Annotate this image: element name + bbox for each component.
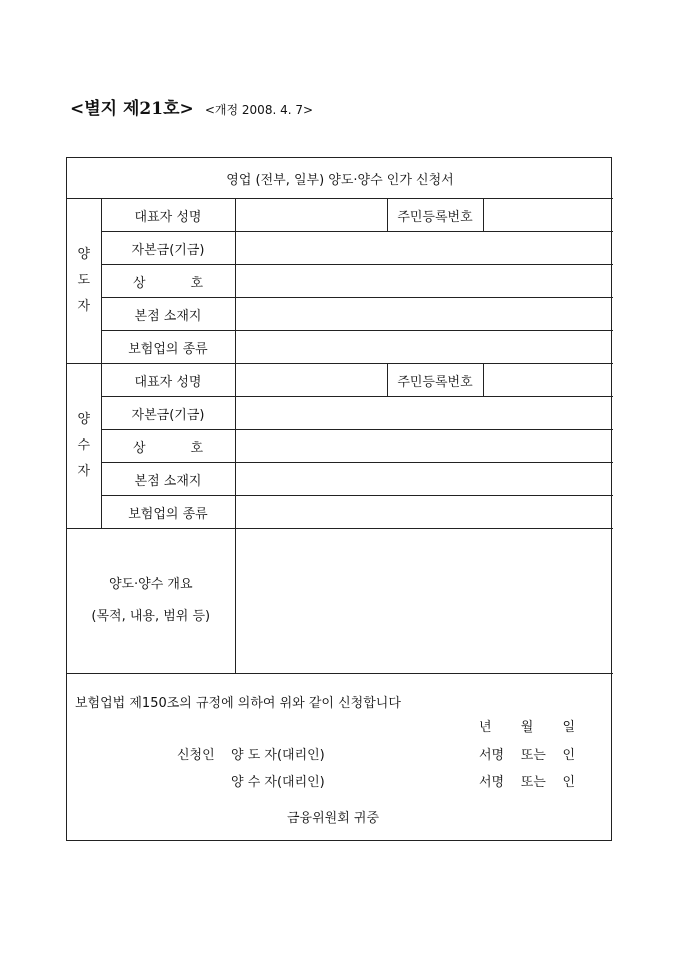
application-statement: 보험업법 제150조의 규정에 의하여 위와 같이 신청합니다 [75, 696, 401, 711]
form-table [67, 158, 613, 674]
transferee-group-label: 양 수 자 [67, 364, 101, 529]
transferor-resident-number-label: 주민등록번호 [387, 199, 483, 232]
day-label: 일 [562, 720, 575, 735]
transferee-trade-name-label: 상 호 [101, 430, 235, 463]
form-title: 영업 (전부, 일부) 양도·양수 인가 신청서 [67, 158, 613, 199]
overview-label [67, 529, 235, 674]
transferee-resident-number-label: 주민등록번호 [387, 364, 483, 397]
transferee-insurance-type-field[interactable] [235, 496, 613, 529]
transferee-insurance-type-label: 보험업의 종류 [101, 496, 235, 529]
transferor-representative-field[interactable] [235, 199, 387, 232]
transferee-head-office-label: 본점 소재지 [101, 463, 235, 496]
transferee-representative-field[interactable] [235, 364, 387, 397]
month-label: 월 [520, 720, 534, 735]
application-form [66, 157, 612, 841]
transferee-capital-field[interactable] [235, 397, 613, 430]
recipient: 금융위원회 귀중 [287, 811, 380, 826]
transferor-trade-name-label: 상 호 [101, 265, 235, 298]
transferor-insurance-type-field[interactable] [235, 331, 613, 364]
year-label: 년 [479, 720, 492, 735]
form-footer [67, 674, 611, 840]
transferee-resident-number-field[interactable] [483, 364, 613, 397]
transferor-representative-label: 대표자 성명 [101, 199, 235, 232]
transferee-trade-name-field[interactable] [235, 430, 613, 463]
transferor-insurance-type-label: 보험업의 종류 [101, 331, 235, 364]
applicant-label: 신청인 [177, 748, 215, 763]
transferor-signatory-line: 양 도 자(대리인) [231, 748, 325, 763]
overview-label-line2: (목적, 내용, 범위 등) [91, 609, 211, 624]
transferor-head-office-field[interactable] [235, 298, 613, 331]
transferee-capital-label: 자본금(기금) [101, 397, 235, 430]
transferee-signatory-line: 양 수 자(대리인) [231, 775, 325, 790]
transferor-group-label: 양 도 자 [67, 199, 101, 364]
transferor-resident-number-field[interactable] [483, 199, 613, 232]
transferor-capital-field[interactable] [235, 232, 613, 265]
overview-field[interactable] [235, 529, 613, 674]
transferor-head-office-label: 본점 소재지 [101, 298, 235, 331]
revision-date: <개정 2008. 4. 7> [204, 103, 314, 117]
transferee-head-office-field[interactable] [235, 463, 613, 496]
transferor-capital-label: 자본금(기금) [101, 232, 235, 265]
transferee-representative-label: 대표자 성명 [101, 364, 235, 397]
form-heading [70, 94, 313, 119]
transferor-signature[interactable]: 서명 또는 인 [479, 748, 575, 763]
overview-label-line1: 양도·양수 개요 [108, 577, 193, 592]
transferor-trade-name-field[interactable] [235, 265, 613, 298]
form-number: <별지 제21호> [70, 99, 194, 119]
application-date [479, 716, 575, 735]
transferee-signature[interactable]: 서명 또는 인 [479, 775, 575, 790]
